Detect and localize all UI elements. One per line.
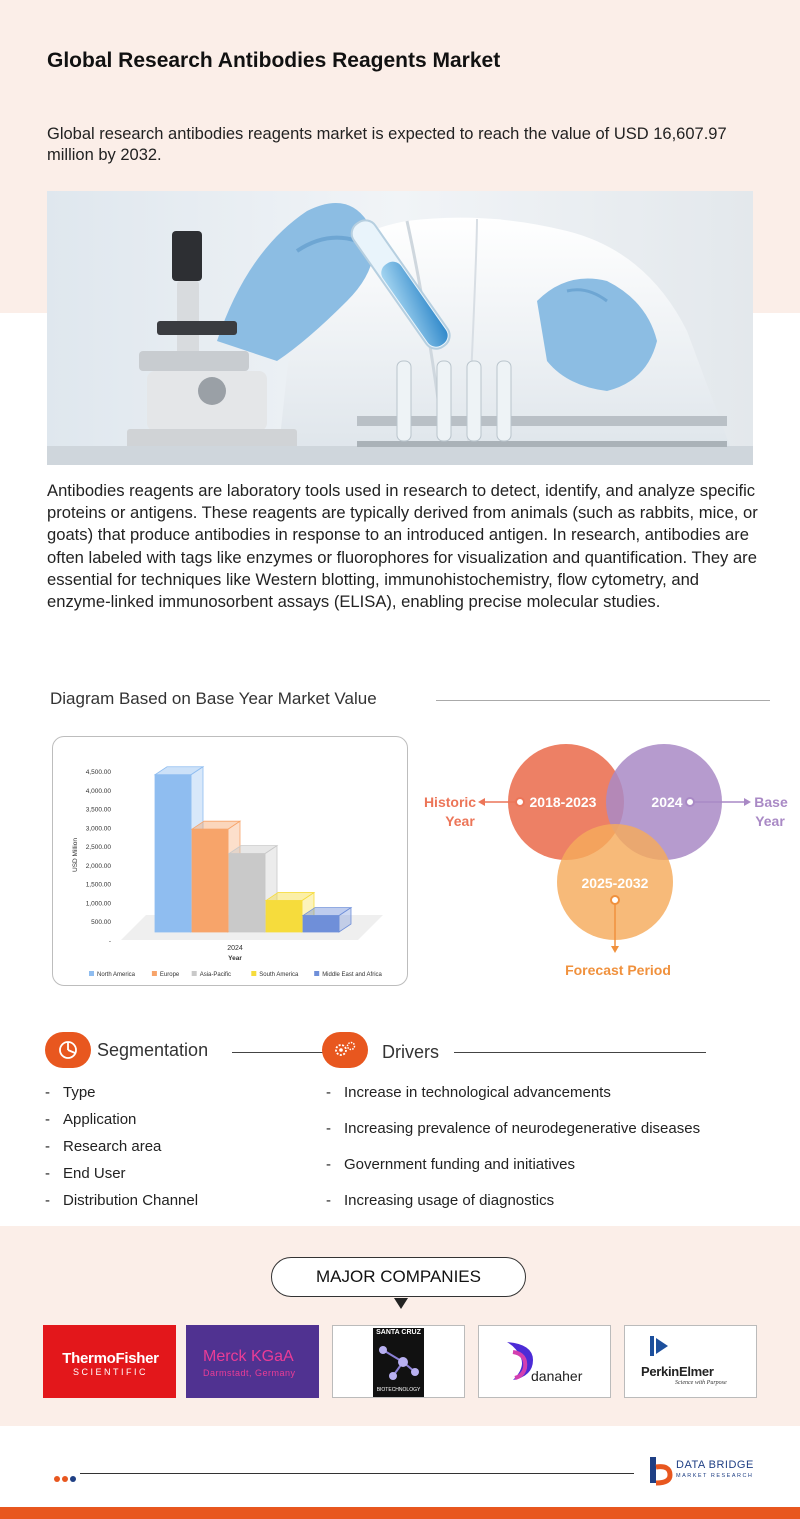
legend-entry: South America [259, 972, 299, 978]
perkinelmer-tagline: Science with Purpose [675, 1380, 727, 1386]
historic-years: 2018-2023 [529, 794, 597, 810]
base-label-2: Year [755, 813, 785, 829]
bar-north-america [155, 775, 191, 932]
intro-text: Global research antibodies reagents market is expected to reach the value of USD 16,607.97 million by 2032. [47, 125, 727, 164]
list-item: - Type [45, 1084, 96, 1101]
y-tick-label: - [108, 938, 111, 945]
list-item: - Government funding and initiatives [326, 1156, 575, 1173]
drivers-icon-badge [322, 1032, 368, 1068]
list-item: - Increase in technological advancements [326, 1084, 611, 1101]
segmentation-rule [232, 1052, 327, 1053]
thermofisher-subtitle: SCIENTIFIC [72, 1367, 148, 1377]
bar-middle-east-and-africa [303, 916, 339, 932]
diagram-title-rule [436, 700, 770, 701]
chevron-down-icon [394, 1298, 408, 1309]
y-tick-label: 2,500.00 [85, 844, 111, 852]
merck-name: Merck KGaA [203, 1348, 294, 1365]
list-item: - Research area [45, 1138, 162, 1155]
page-title: Global Research Antibodies Reagents Market [47, 49, 501, 72]
y-tick-label: 1,500.00 [85, 881, 111, 889]
diagram-title: Diagram Based on Base Year Market Value [50, 689, 377, 708]
y-tick-label: 2,000.00 [85, 862, 111, 870]
legend-entry: Asia-Pacific [199, 972, 232, 978]
santacruz-logo [332, 1325, 465, 1398]
bar-asia-pacific [229, 854, 265, 932]
drivers-rule [454, 1052, 706, 1053]
merck-location: Darmstadt, Germany [203, 1368, 296, 1378]
y-tick-label: 1,000.00 [85, 900, 111, 908]
historic-label-2: Year [445, 813, 475, 829]
pie-chart-icon [45, 1032, 91, 1068]
list-item: - Increasing usage of diagnostics [326, 1192, 555, 1209]
list-item: - Application [45, 1111, 137, 1128]
legend-swatch [152, 971, 157, 976]
thermofisher-name: ThermoFisher [62, 1350, 159, 1367]
thermofisher-logo [43, 1325, 176, 1398]
legend-swatch [89, 971, 94, 976]
perkinelmer-name: PerkinElmer [641, 1364, 714, 1379]
databridge-subtitle: MARKET RESEARCH [676, 1473, 754, 1479]
merck-logo [186, 1325, 319, 1398]
bar-south-america [266, 901, 302, 932]
danaher-name: danaher [531, 1368, 583, 1384]
y-tick-label: 4,000.00 [85, 787, 111, 795]
base-label-1: Base [754, 794, 788, 810]
x-tick-label: 2024 [227, 945, 243, 952]
legend-swatch [192, 971, 197, 976]
perkinelmer-logo [624, 1325, 757, 1398]
segmentation-icon-badge [45, 1032, 91, 1068]
market-value-chart [52, 736, 408, 986]
x-axis-label: Year [228, 955, 242, 962]
y-tick-label: 4,500.00 [85, 769, 111, 776]
bar-europe [192, 829, 228, 932]
list-item: - End User [45, 1165, 126, 1182]
molecule-icon [373, 1342, 424, 1382]
databridge-logo [648, 1455, 758, 1487]
list-item: - Increasing prevalence of neurodegenerative diseases [326, 1120, 701, 1137]
legend-entry: North America [97, 972, 136, 978]
segmentation-title: Segmentation [97, 1040, 209, 1060]
base-year: 2024 [651, 794, 683, 810]
forecast-label: Forecast Period [565, 962, 671, 978]
footer-bar [0, 1507, 800, 1519]
y-axis-label: USD Million [72, 838, 79, 872]
forecast-years: 2025-2032 [581, 875, 649, 891]
historic-label-1: Historic [423, 794, 477, 810]
santacruz-subtitle: BIOTECHNOLOGY [376, 1387, 421, 1393]
y-tick-label: 3,000.00 [85, 825, 111, 833]
gears-icon [322, 1032, 368, 1068]
y-tick-label: 3,500.00 [85, 806, 111, 814]
santacruz-name: SANTA CRUZ [376, 1329, 421, 1336]
legend-swatch [314, 971, 319, 976]
databridge-name: DATA BRIDGE [676, 1459, 754, 1471]
timeline-venn-diagram [418, 740, 798, 985]
databridge-mark-icon [648, 1455, 676, 1487]
chart-canvas [53, 737, 409, 987]
footer-rule [80, 1473, 634, 1474]
y-tick-label: 500.00 [91, 919, 111, 927]
description-text: Antibodies reagents are laboratory tools used in research to detect, identify, and analyze specific proteins or antigens. These reagents are typically derived from animals (such as rabbits, mice, or goats) that produce antibodies in response to an introduced antigen. In research, antibodies are often labeled with tags like enzymes or fluorophores for visualization and quantification. They are essential for techniques like Western blotting, immunohistochemistry, flow cytometry, and enzyme-linked immunosorbent assays (ELISA), enabling precise molecular studies. [47, 481, 758, 612]
legend-entry: Europe [159, 972, 180, 978]
footer-dots [53, 1470, 77, 1488]
list-item: - Distribution Channel [45, 1192, 199, 1209]
major-companies-title: MAJOR COMPANIES [271, 1257, 526, 1297]
danaher-logo [478, 1325, 611, 1398]
drivers-title: Drivers [382, 1042, 439, 1062]
legend-swatch [251, 971, 256, 976]
legend-entry: Middle East and Africa [322, 972, 382, 978]
hero-lab-image [47, 191, 753, 465]
perkinelmer-mark-icon [650, 1334, 670, 1358]
